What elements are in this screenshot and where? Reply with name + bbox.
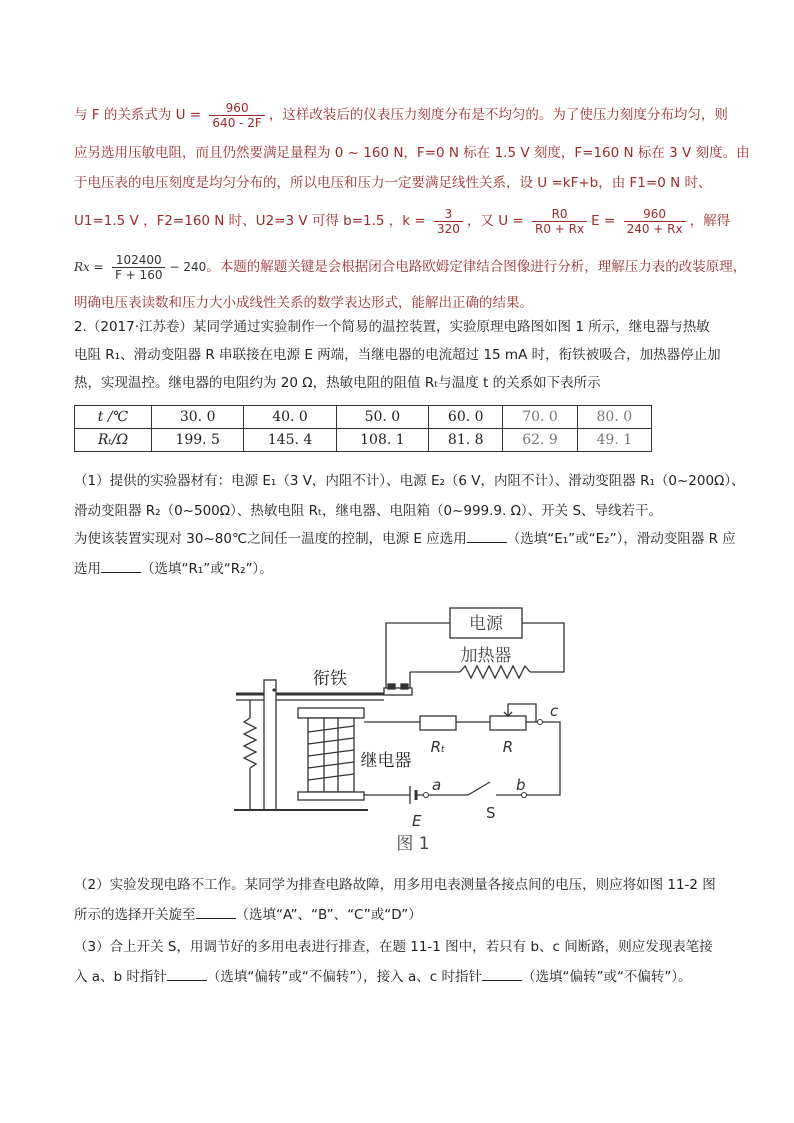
answer-text: ，这样改装后的仪表压力刻度分布是不均匀的。为了使压力刻度分布均匀，则: [268, 107, 728, 123]
contact: [401, 684, 408, 689]
sub-question-1: [74, 466, 745, 586]
answer-text: ，又 U =: [466, 213, 524, 229]
numerator: 3: [434, 207, 463, 222]
heater-coil: [460, 666, 530, 678]
circuit-diagram: [228, 600, 568, 860]
question-line: [74, 524, 736, 554]
s-label: S: [486, 804, 496, 822]
formula-tail: − 240: [169, 260, 207, 274]
wire: [524, 722, 560, 795]
answer-blank[interactable]: [196, 904, 236, 919]
table-cell: 60. 0: [429, 406, 503, 429]
r-label: R: [502, 738, 514, 756]
armature-label: 衔铁: [313, 669, 347, 689]
table-row: [75, 429, 652, 452]
table-cell: 30. 0: [152, 406, 244, 429]
question-line: [74, 554, 273, 584]
fraction: [209, 101, 264, 130]
table-header-cell: t /℃: [75, 406, 152, 429]
table-cell: 70. 0: [503, 406, 577, 429]
question-text: 选用: [74, 561, 101, 577]
e-label: E: [412, 812, 422, 830]
answer-line-3: 于电压表的电压刻度是均匀分布的，所以电压和压力一定要满足线性关系，设 U =kF+b，由 F1=0 N 时、: [74, 175, 712, 191]
question-line: 滑动变阻器 R₂（0~500Ω）、热敏电阻 Rₜ，继电器、电阻箱（0~999.9. Ω）、开关 S、导线若干。: [74, 503, 663, 519]
formula-rx: Rx =: [74, 260, 104, 274]
answer-line-1: [74, 100, 728, 130]
fraction: [112, 253, 166, 282]
question-text: （选填“偏转”或“不偏转”），接入 a、c 时指针: [206, 969, 482, 985]
numerator: 960: [209, 101, 264, 116]
question-line: （1）提供的实验器材有：电源 E₁（3 V，内阻不计）、电源 E₂（6 V，内阻不计）、滑动变阻器 R₁（0~200Ω）、: [74, 473, 745, 489]
numerator: 960: [624, 207, 686, 222]
denominator: R0 + Rx: [535, 221, 585, 236]
table-cell: 80. 0: [577, 406, 651, 429]
question-text: 所示的选择开关旋至: [74, 907, 196, 923]
numerator: 102400: [112, 253, 166, 268]
answer-explanation: [74, 92, 750, 322]
relay-label: 继电器: [360, 751, 412, 771]
question-text: （选填“R₁”或“R₂”）。: [141, 561, 273, 577]
node-c: [538, 720, 543, 725]
answer-text: E =: [591, 213, 616, 229]
node-a: [424, 793, 429, 798]
question-line: [74, 962, 692, 992]
question-line: [74, 900, 422, 930]
power-label: 电源: [469, 614, 503, 634]
answer-blank[interactable]: [482, 966, 522, 981]
numerator: R0: [532, 207, 587, 222]
rt-label: Rₜ: [430, 738, 446, 756]
answer-blank[interactable]: [101, 558, 141, 573]
answer-text: U1=1.5 V ，F2=160 N 时、U2=3 V 可得 b=1.5 ，k =: [74, 213, 426, 229]
question-line: （3）合上开关 S，用调节好的多用电表进行排查，在题 11-1 图中，若只有 b、c 间断路，则应发现表笔接: [74, 939, 713, 955]
contact: [388, 684, 395, 689]
question-line: 2.（2017·江苏卷）某同学通过实验制作一个简易的温控装置，实验原理电路图如图 1 所示，继电器与热敏: [74, 319, 710, 335]
resistance-temperature-table: [74, 405, 652, 452]
table-cell: 62. 9: [503, 429, 577, 452]
answer-text: ，解得: [689, 213, 731, 229]
question-text: （选填“A”、“B”、“C”或“D”）: [235, 907, 422, 923]
answer-text: 。本题的解题关键是会根据闭合电路欧姆定律结合图像进行分析，理解压力表的改装原理，: [206, 259, 747, 275]
denominator: 640 - 2F: [212, 115, 262, 130]
table-cell: 49. 1: [577, 429, 651, 452]
answer-blank[interactable]: [467, 528, 507, 543]
sub-question-2: [74, 870, 724, 930]
table-cell: 81. 8: [429, 429, 503, 452]
question-text: 入 a、b 时指针: [74, 969, 167, 985]
rheostat: [490, 716, 526, 730]
spring: [244, 718, 256, 768]
switch-blade: [468, 782, 490, 795]
answer-line-2: 应另选用压敏电阻，而且仍然要满足量程为 0 ~ 160 N，F=0 N 标在 1.5 V 刻度，F=160 N 标在 3 V 刻度。由: [74, 145, 750, 161]
question-text: （选填“偏转”或“不偏转”）。: [521, 969, 692, 985]
answer-line-6: 明确电压表读数和压力大小成线性关系的数学表达形式，能解出正确的结果。: [74, 295, 533, 311]
table-cell: 199. 5: [152, 429, 244, 452]
table-cell: 145. 4: [244, 429, 336, 452]
answer-blank[interactable]: [167, 966, 207, 981]
table-cell: 108. 1: [336, 429, 428, 452]
heater-label: 加热器: [460, 646, 512, 666]
relay-core-top: [298, 708, 364, 718]
answer-line-5: [74, 252, 746, 282]
question-line: 电阻 R₁、滑动变阻器 R 串联接在电源 E 两端，当继电器的电流超过 15 mA 时，衔铁被吸合，加热器停止加: [74, 347, 721, 363]
sub-question-3: [74, 932, 724, 992]
relay-core-bottom: [298, 792, 364, 800]
denominator: 320: [437, 221, 460, 236]
pillar: [264, 680, 276, 810]
answer-text: 与 F 的关系式为 U =: [74, 107, 202, 123]
wire: [522, 623, 564, 672]
question-line: 热，实现温控。继电器的电阻约为 20 Ω，热敏电阻的阻值 Rₜ与温度 t 的关系如下表所示: [74, 375, 601, 391]
fraction: [434, 207, 463, 236]
table-row: [75, 406, 652, 429]
pivot: [272, 688, 275, 691]
answer-line-4: [74, 206, 730, 236]
denominator: 240 + Rx: [626, 221, 683, 236]
fraction: [532, 207, 587, 236]
table-header-cell: Rₜ/Ω: [75, 429, 152, 452]
question-2: [74, 312, 724, 402]
table-cell: 50. 0: [336, 406, 428, 429]
denominator: F + 160: [114, 267, 163, 282]
thermistor: [420, 716, 456, 730]
c-label: c: [550, 702, 559, 720]
question-text: 为使该装置实现对 30~80℃之间任一温度的控制，电源 E 应选用: [74, 531, 467, 547]
wire: [386, 623, 450, 688]
fraction: [624, 207, 686, 236]
a-label: a: [432, 776, 442, 794]
table-cell: 40. 0: [244, 406, 336, 429]
question-line: （2）实验发现电路不工作。某同学为排查电路故障，用多用电表测量各接点间的电压，则应将如图 11-2 图: [74, 877, 716, 893]
figure-caption: 图 1: [396, 834, 430, 854]
b-label: b: [516, 776, 526, 794]
question-text: （选填“E₁”或“E₂”），滑动变阻器 R 应: [506, 531, 736, 547]
